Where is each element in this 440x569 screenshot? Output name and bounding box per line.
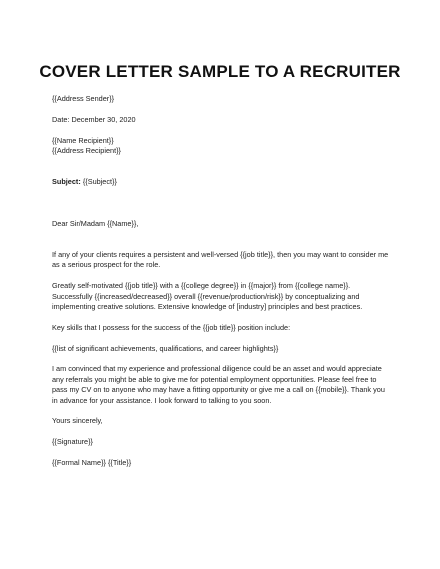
paragraph-3: Key skills that I possess for the success of the {{job title}} position include:: [52, 322, 291, 332]
subject-line: [52, 177, 394, 187]
paragraph-line: any referrals you might be able to give me for potential employment opportunities. Please feel free to: [52, 374, 377, 384]
paragraph-line: implementing creative solutions. Extensive knowledge of [industry] principles and best practices.: [52, 302, 363, 312]
signature-placeholder: {{Signature}}: [52, 437, 93, 447]
address-sender: {{Address Sender}}: [52, 94, 115, 103]
document-title: COVER LETTER SAMPLE TO A RECRUITER: [39, 62, 401, 81]
paragraph-line: If any of your clients requires a persistent and well-versed {{job title}}, then you may want to consider me: [52, 250, 389, 259]
subject-value: {{Subject}}: [80, 177, 117, 187]
formal-name: {{Formal Name}} {{Title}}: [52, 458, 132, 468]
paragraph-line: in advance for your assistance. I look forward to talking to you soon.: [52, 395, 272, 405]
subject-label: Subject:: [52, 177, 81, 187]
salutation: Dear Sir/Madam {{Name}},: [52, 218, 139, 228]
paragraph-2: [52, 281, 394, 312]
paragraph-line: Successfully {{increased/decreased}} overall {{revenue/production/risk}} by conceptualizing and: [52, 291, 360, 301]
paragraph-4: {{list of significant achievements, qualifications, and career highlights}}: [52, 343, 279, 353]
paragraph-line: I am convinced that my experience and professional diligence could be an asset and would appreciate: [52, 364, 382, 374]
letter-body: [52, 94, 394, 468]
closing: Yours sincerely,: [52, 416, 103, 426]
address-recipient: {{Address Recipient}}: [52, 146, 121, 155]
paragraph-line: pass my CV on to anyone who may have a fitting opportunity or give me a call on {{mobile}}. Thank you: [52, 385, 385, 395]
paragraph-1: [52, 250, 394, 271]
name-recipient: {{Name Recipient}}: [52, 135, 114, 145]
paragraph-line: as a serious prospect for the role.: [52, 260, 161, 270]
paragraph-5: [52, 364, 394, 406]
letter-date: Date: December 30, 2020: [52, 114, 136, 124]
paragraph-line: Greatly self-motivated {{job title}} with a {{college degree}} in {{major}} from {{college name}}.: [52, 281, 351, 291]
